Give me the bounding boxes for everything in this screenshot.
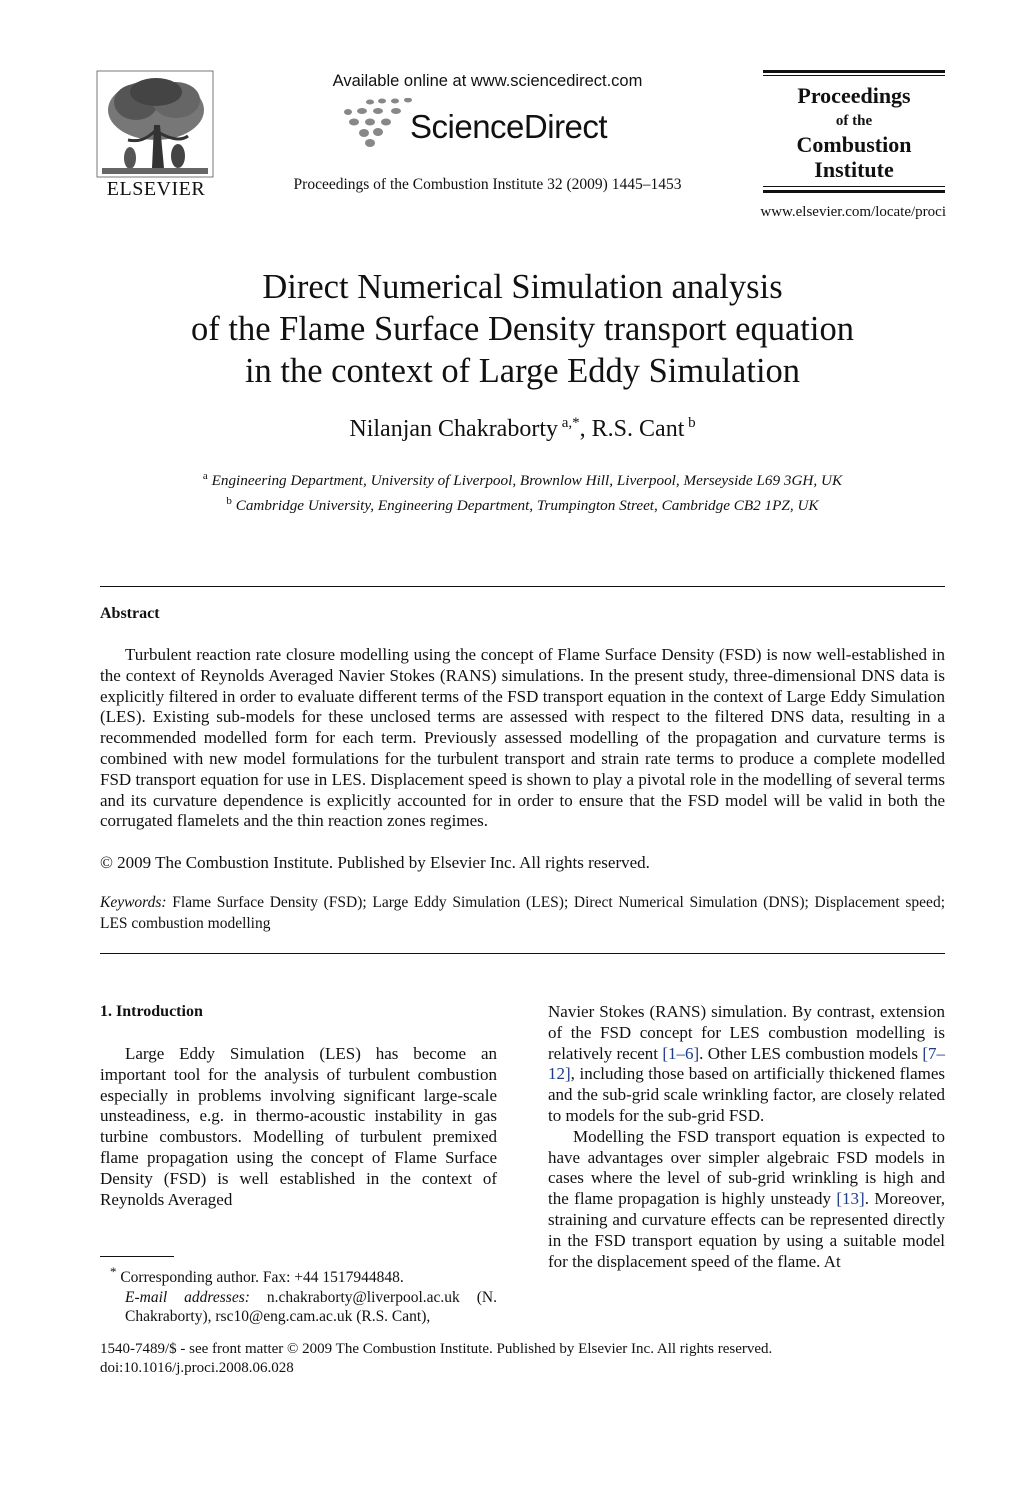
available-online-text: Available online at www.sciencedirect.com bbox=[332, 72, 643, 90]
proceedings-journal-logo bbox=[763, 70, 945, 194]
author-name: Nilanjan Chakraborty bbox=[349, 416, 558, 442]
affiliation: $^a$ Engineering Department, University of Liverpool, Brownlow Hill, Liverpool, Merseyside L69 3GH, UK bbox=[202, 470, 843, 490]
citation-link[interactable]: [1–6] bbox=[662, 1043, 700, 1063]
proceedings-line: Proceedings bbox=[797, 83, 911, 108]
citation-link[interactable]: [7–12] bbox=[548, 1043, 945, 1084]
author-name: R.S. Cant bbox=[591, 416, 685, 442]
title-line: of the Flame Surface Density transport equation bbox=[191, 310, 854, 348]
abstract-body: Turbulent reaction rate closure modelling using the concept of Flame Surface Density (FSD) is now well-established in the context of Reynolds Averaged Navier Stokes (RANS) simulations. In the present study, three-dimensional DNS data is explicitly filtered in order to evaluate different terms of the FSD transport equation in the context of Large Eddy Simulation (LES). Existing sub-models for these unclosed terms are assessed with respect to the filtered DNS data, resulting in a recommended modelled form for each term. Previously assessed modelling of the propagation and curvature terms is combined with new model formulations for the turbulent transport and strain rate terms to produce a complete modelled FSD transport equation for use in LES. Displacement speed is shown to play a pivotal role in the modelling of several terms and its curvature dependence is explicitly accounted for in order to ensure that the FSD model will be valid in both the corrugated flamelets and the thin reaction zones regimes. bbox=[100, 645, 945, 831]
paper-title bbox=[100, 266, 945, 392]
paragraph: Modelling the FSD transport equation is expected to have advantages over simpler algebraic FSD models in cases where the level of sub-grid wrinkling is high and the flame propagation is highly unsteady [13]. Moreover, straining and curvature effects can be represented directly in the FSD transport equation by using a suitable model for the displacement speed of the flame. At bbox=[548, 1126, 945, 1271]
email-addresses: n.chakraborty@liverpool.ac.uk (N. Chakraborty), rsc10@eng.cam.ac.uk (R.S. Cant), bbox=[125, 1288, 497, 1326]
proceedings-line: Institute bbox=[814, 157, 894, 182]
doi-line[interactable]: doi:10.1016/j.proci.2008.06.028 bbox=[100, 1360, 294, 1376]
corresponding-author: Corresponding author. Fax: +44 1517944848. bbox=[120, 1269, 404, 1287]
journal-url[interactable]: www.elsevier.com/locate/proci bbox=[760, 204, 946, 220]
proceedings-line: Combustion bbox=[796, 132, 912, 157]
left-column bbox=[100, 1044, 497, 1210]
paragraph: Navier Stokes (RANS) simulation. By contrast, extension of the FSD concept for LES combustion modelling is relatively recent [1–6]. Other LES combustion models [7–12], including those based on artificially thickened flames and the sub-grid scale wrinkling factor, are closely related to models for the sub-grid FSD. bbox=[548, 1002, 945, 1125]
author-affiliation-mark: b bbox=[688, 415, 696, 431]
footnote bbox=[100, 1262, 497, 1327]
proceedings-line: of the bbox=[835, 113, 873, 129]
author-list bbox=[100, 415, 945, 443]
divider bbox=[100, 586, 945, 587]
author-affiliation-mark: a,* bbox=[561, 415, 580, 431]
title-line: Direct Numerical Simulation analysis bbox=[262, 268, 783, 306]
divider bbox=[100, 953, 945, 954]
publisher-name: ELSEVIER bbox=[106, 178, 206, 200]
keywords-text: Flame Surface Density (FSD); Large Eddy Simulation (LES); Direct Numerical Simulation (DNS); Displacement speed; LES combustion modelling bbox=[100, 894, 945, 932]
footnote-divider bbox=[100, 1256, 174, 1257]
front-matter bbox=[100, 1340, 945, 1378]
abstract-copyright: © 2009 The Combustion Institute. Published by Elsevier Inc. All rights reserved. bbox=[100, 853, 650, 872]
sciencedirect-wordmark: ScienceDirect bbox=[410, 108, 608, 145]
journal-citation: Proceedings of the Combustion Institute 32 (2009) 1445–1453 bbox=[293, 176, 682, 193]
email-label: E-mail addresses: bbox=[125, 1288, 250, 1306]
affiliations bbox=[100, 466, 945, 516]
author-separator: , bbox=[579, 416, 592, 442]
citation-link[interactable]: [13] bbox=[836, 1189, 865, 1209]
title-line: in the context of Large Eddy Simulation bbox=[244, 352, 801, 390]
keywords-label: Keywords: bbox=[100, 894, 167, 911]
abstract-heading: Abstract bbox=[100, 605, 160, 622]
affiliation: $^b$ Cambridge University, Engineering Department, Trumpington Street, Cambridge CB2 1PZ, UK bbox=[226, 495, 819, 515]
right-column bbox=[548, 1002, 945, 1272]
issn-line: 1540-7489/$ - see front matter © 2009 The Combustion Institute. Published by Elsevier Inc. All rights reserved. bbox=[100, 1341, 773, 1357]
keywords bbox=[100, 893, 945, 934]
footnote-mark: * bbox=[110, 1264, 117, 1279]
section-heading: 1. Introduction bbox=[100, 1003, 203, 1020]
paragraph: Large Eddy Simulation (LES) has become an important tool for the analysis of turbulent combustion especially in problems involving significant large-scale unsteadiness, e.g. in thermo-acoustic instability in gas turbine combustors. Modelling of turbulent premixed flame propagation using the concept of Flame Surface Density (FSD) is well established in the context of Reynolds Averaged bbox=[100, 1044, 497, 1209]
